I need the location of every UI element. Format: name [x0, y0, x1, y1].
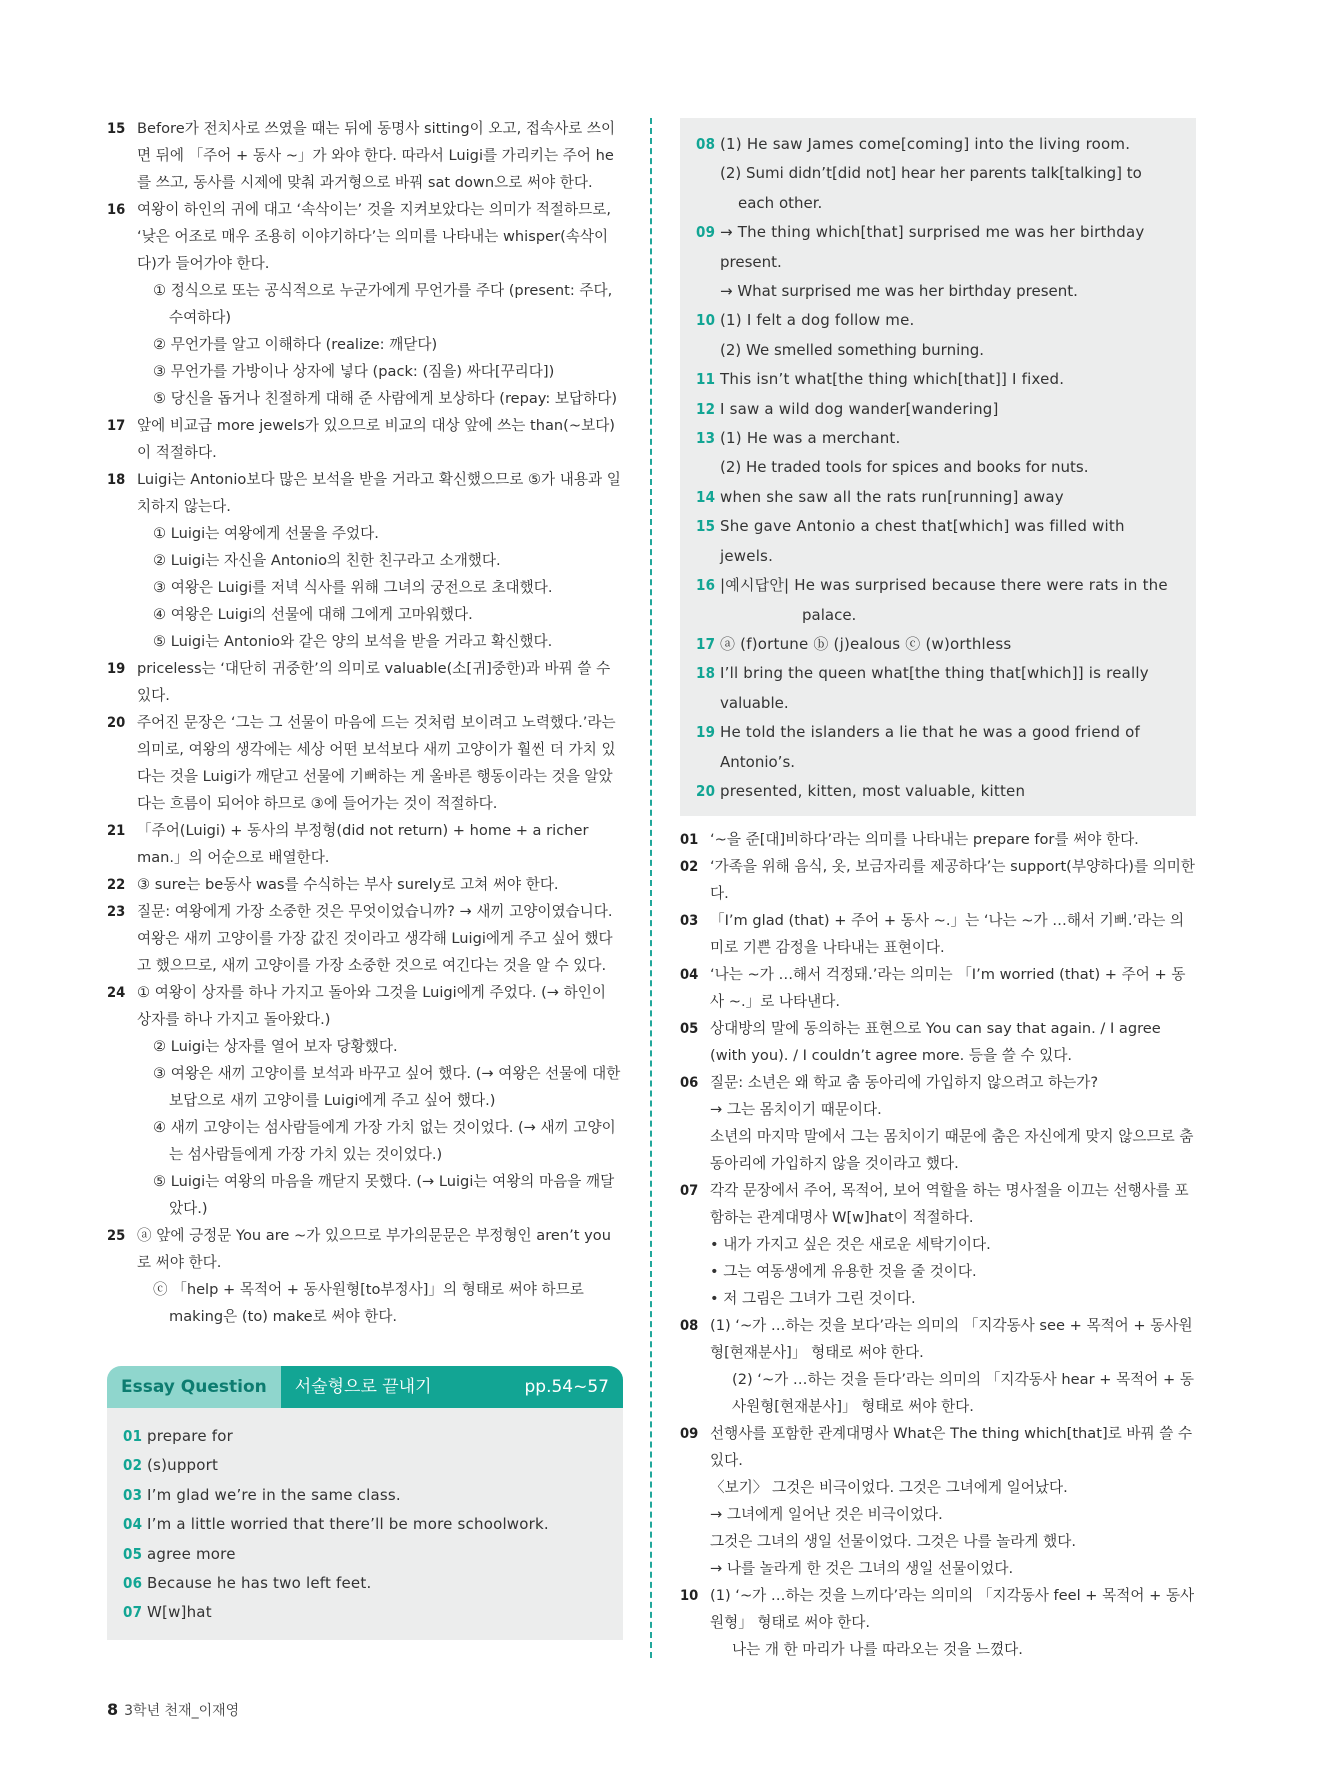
item-main-text: 각각 문장에서 주어, 목적어, 보어 역할을 하는 명사절을 이끄는 선행사를 포함하는 관계대명사 W[w]hat이 적절하다. [710, 1182, 1189, 1227]
item-text [710, 907, 1196, 961]
answer-number: 14 [696, 487, 716, 506]
item-text [137, 709, 623, 817]
answer-item [696, 218, 1180, 247]
answer-number: 17 [696, 634, 716, 653]
answer-item [696, 365, 1180, 394]
item-text [137, 466, 623, 655]
answer-number: 03 [123, 1485, 143, 1504]
answer-item [696, 130, 1180, 159]
item-text [137, 817, 623, 871]
item-main-text: priceless는 ‘대단히 귀중한’의 의미로 valuable(소[귀]중한)과 바꿔 쓸 수 있다. [137, 660, 611, 704]
answer-text: |예시답안| He was surprised because there were rats in the [720, 576, 1168, 595]
answer-text: (1) He was a merchant. [720, 429, 901, 448]
answer-text: He told the islanders a lie that he was a good friend of [720, 723, 1141, 742]
answer-text: presented, kitten, most valuable, kitten [720, 781, 1026, 800]
item-sub-text: → 나를 놀라게 한 것은 그녀의 생일 선물이었다. [710, 1560, 1014, 1578]
explanation-item [107, 1222, 623, 1330]
item-sub-text: ⑤ 당신을 돕거나 친절하게 대해 준 사람에게 보상하다 (repay: 보답하다) [153, 390, 618, 407]
item-text [710, 1312, 1196, 1420]
item-main-text: Luigi는 Antonio보다 많은 보석을 받을 거라고 확신했으므로 ⑤가 내용과 일치하지 않는다. [137, 471, 621, 515]
essay-title: 서술형으로 끝내기 [294, 1377, 432, 1397]
essay-answer-item [123, 1510, 607, 1539]
answer-item [696, 306, 1180, 335]
item-number: 10 [680, 1587, 699, 1605]
answer-number: 20 [696, 781, 716, 800]
item-number: 03 [680, 912, 699, 930]
essay-question-header [107, 1366, 623, 1408]
item-text [137, 871, 623, 898]
explanation-item [680, 826, 1196, 853]
answer-number: 06 [123, 1574, 143, 1593]
answer-text: prepare for [147, 1427, 233, 1445]
item-number: 25 [107, 1227, 126, 1244]
answer-text: (s)upport [147, 1456, 219, 1475]
item-sub-text: ④ 새끼 고양이는 섬사람들에게 가장 가치 없는 것이었다. (→ 새끼 고양이는 섬사람들에게 가장 가치 있는 것이었다.) [153, 1119, 616, 1163]
answer-number: 16 [696, 576, 716, 595]
item-sub-text: → 그녀에게 일어난 것은 비극이었다. [710, 1506, 943, 1524]
item-text [710, 961, 1196, 1015]
item-text [137, 979, 623, 1222]
item-number: 08 [680, 1317, 699, 1335]
answer-text: She gave Antonio a chest that[which] was filled with jewels. [720, 517, 1125, 565]
explanation-item [680, 1582, 1196, 1663]
answer-number: 01 [123, 1427, 143, 1445]
item-text [710, 1015, 1196, 1069]
answer-sub-text: (2) We smelled something burning. [720, 340, 985, 359]
item-sub-text: → 그는 몸치이기 때문이다. [710, 1101, 882, 1119]
essay-answer-item [123, 1451, 607, 1480]
item-text [137, 115, 623, 196]
explanation-item [107, 709, 623, 817]
explanation-item [107, 871, 623, 898]
answer-text: (1) He saw James come[coming] into the living room. [720, 135, 1131, 153]
answer-item [696, 512, 1180, 571]
answer-text: I saw a wild dog wander[wandering] [720, 399, 999, 418]
item-text [710, 1177, 1196, 1312]
answer-item [696, 483, 1180, 512]
explanation-item [107, 655, 623, 709]
item-number: 16 [107, 201, 126, 218]
item-number: 21 [107, 822, 126, 839]
item-main-text: ‘나는 ~가 …해서 걱정돼.’라는 의미는 「I’m worried (that) + 주어 + 동사 ~.」로 나타낸다. [710, 966, 1186, 1011]
item-main-text: 질문: 여왕에게 가장 소중한 것은 무엇이었습니까? → 새끼 고양이였습니다. 여왕은 새끼 고양이를 가장 값진 것이라고 생각해 Luigi에게 주고 싶어 했다고 했으므로, 새끼 고양이를 가장 소중한 것으로 여긴다는 것을 알 수 있다. [137, 903, 613, 974]
essay-title-bar [281, 1366, 623, 1408]
item-number: 05 [680, 1020, 699, 1038]
page-footer [107, 1700, 239, 1720]
item-sub-text: ⑤ Luigi는 Antonio와 같은 양의 보석을 받을 거라고 확신했다. [153, 633, 553, 650]
essay-label: Essay Question [107, 1366, 281, 1408]
item-number: 24 [107, 984, 126, 1001]
footer-text: 3학년 천재_이재영 [124, 1703, 240, 1719]
explanation-item [680, 1312, 1196, 1420]
answer-item [696, 395, 1180, 424]
explanation-item [680, 907, 1196, 961]
item-sub-text: ③ 무언가를 가방이나 상자에 넣다 (pack: (짐을) 싸다[꾸리다]) [153, 363, 555, 380]
explanation-item [680, 1177, 1196, 1312]
explanation-item [107, 898, 623, 979]
item-number: 06 [680, 1074, 699, 1092]
item-number: 15 [107, 120, 126, 137]
answer-item [696, 571, 1180, 600]
item-sub-text: 소년의 마지막 말에서 그는 몸치이기 때문에 춤은 자신에게 맞지 않으므로 춤 동아리에 가입하지 않을 것이라고 했다. [710, 1128, 1194, 1173]
answer-sub-text: palace. [802, 605, 857, 624]
item-sub-text: • 그는 여동생에게 유용한 것을 줄 것이다. [710, 1263, 977, 1281]
essay-answer-item [123, 1540, 607, 1569]
item-main-text: 여왕이 하인의 귀에 대고 ‘속삭이는’ 것을 지켜보았다는 의미가 적절하므로, ‘낮은 어조로 매우 조용히 이야기하다’는 의미를 나타내는 whisper(속삭이다)가 들어가야 한다. [137, 201, 611, 272]
essay-pages: pp.54~57 [524, 1377, 609, 1397]
item-sub-text: ③ 여왕은 Luigi를 저녁 식사를 위해 그녀의 궁전으로 초대했다. [153, 579, 553, 596]
item-text [710, 1069, 1196, 1177]
answer-number: 11 [696, 370, 716, 389]
answer-sub-text: Antonio’s. [720, 752, 796, 771]
answer-item [696, 777, 1180, 806]
answer-text: I’m a little worried that there’ll be more schoolwork. [147, 1515, 549, 1534]
item-sub-text: ③ 여왕은 새끼 고양이를 보석과 바꾸고 싶어 했다. (→ 여왕은 선물에 대한 보답으로 새끼 고양이를 Luigi에게 주고 싶어 했다.) [153, 1065, 621, 1109]
answer-sub-text: → What surprised me was her birthday present. [720, 282, 1078, 301]
answer-sub-text: present. [720, 252, 782, 271]
item-main-text: 상대방의 말에 동의하는 표현으로 You can say that again. / I agree (with you). / I couldn’t agree more. 등을 쓸 수 있다. [710, 1020, 1161, 1065]
item-text [137, 898, 623, 979]
answer-item [696, 630, 1180, 659]
item-main-text: ⓐ 앞에 긍정문 You are ~가 있으므로 부가의문문은 부정형인 aren’t you로 써야 한다. [137, 1227, 611, 1271]
item-text [710, 853, 1196, 907]
item-sub-text: ① 정식으로 또는 공식적으로 누군가에게 무언가를 주다 (present: 주다, 수여하다) [153, 282, 613, 326]
item-text [710, 826, 1196, 853]
item-sub-text: • 저 그림은 그녀가 그린 것이다. [710, 1290, 916, 1308]
answer-sub-text: (2) He traded tools for spices and books for nuts. [720, 458, 1089, 477]
answer-text: (1) I felt a dog follow me. [720, 311, 915, 330]
item-number: 18 [107, 471, 126, 488]
item-text [137, 412, 623, 466]
answer-box [680, 118, 1196, 816]
item-main-text: (1) ‘~가 …하는 것을 느끼다’라는 의미의 「지각동사 feel + 목적어 + 동사원형」 형태로 써야 한다. [710, 1587, 1195, 1632]
item-number: 01 [680, 831, 699, 849]
item-text [710, 1420, 1196, 1582]
answer-text: I’ll bring the queen what[the thing that[which]] is really [720, 664, 1149, 683]
item-sub-text: 〈보기〉 그것은 비극이었다. 그것은 그녀에게 일어났다. [710, 1479, 1068, 1497]
item-number: 22 [107, 876, 126, 893]
answer-number: 13 [696, 429, 716, 448]
explanation-item [107, 979, 623, 1222]
item-sub-text: ④ 여왕은 Luigi의 선물에 대해 그에게 고마워했다. [153, 606, 473, 623]
answer-sub-text: each other. [738, 193, 823, 212]
essay-answer-item [123, 1422, 607, 1451]
answer-number: 19 [696, 723, 716, 742]
essay-answer-item [123, 1481, 607, 1510]
answer-number: 04 [123, 1515, 143, 1534]
item-number: 19 [107, 660, 126, 677]
essay-answer-item [123, 1569, 607, 1598]
item-sub-text: • 내가 가지고 싶은 것은 새로운 세탁기이다. [710, 1236, 991, 1254]
answer-text: W[w]hat [147, 1603, 212, 1622]
item-number: 04 [680, 966, 699, 984]
answer-number: 10 [696, 311, 716, 330]
page-number: 8 [107, 1700, 119, 1719]
explanation-item [680, 1015, 1196, 1069]
item-number: 17 [107, 417, 126, 434]
answer-item [696, 659, 1180, 688]
answer-text: ⓐ (f)ortune ⓑ (j)ealous ⓒ (w)orthless [720, 634, 1012, 653]
item-text [710, 1582, 1196, 1663]
item-sub-text: ② 무언가를 알고 이해하다 (realize: 깨닫다) [153, 336, 438, 353]
item-number: 09 [680, 1425, 699, 1443]
item-main-text: ‘가족을 위해 음식, 옷, 보금자리를 제공하다’는 support(부양하다)를 의미한다. [710, 858, 1195, 903]
item-main-text: 「주어(Luigi) + 동사의 부정형(did not return) + home + a richer man.」의 어순으로 배열한다. [137, 822, 589, 866]
item-sub-text: 나는 개 한 마리가 나를 따라오는 것을 느꼈다. [732, 1641, 1023, 1659]
item-main-text: ‘~을 준[대]비하다’라는 의미를 나타내는 prepare for를 써야 한다. [710, 831, 1139, 849]
item-main-text: 「I’m glad (that) + 주어 + 동사 ~.」는 ‘나는 ~가 …해서 기뻐.’라는 의미로 기쁜 감정을 나타내는 표현이다. [710, 912, 1185, 957]
explanation-item [107, 817, 623, 871]
answer-item [696, 718, 1180, 747]
answer-text: agree more [147, 1544, 236, 1563]
column-divider [650, 118, 652, 1658]
item-sub-text: ② Luigi는 자신을 Antonio의 친한 친구라고 소개했다. [153, 552, 501, 569]
item-text [137, 1222, 623, 1330]
item-main-text: ③ sure는 be동사 was를 수식하는 부사 surely로 고쳐 써야 한다. [137, 876, 559, 893]
item-sub-text: 그것은 그녀의 생일 선물이었다. 그것은 나를 놀라게 했다. [710, 1533, 1076, 1551]
explanation-item [107, 196, 623, 412]
item-text [137, 196, 623, 412]
answer-number: 05 [123, 1544, 143, 1563]
explanation-item [680, 1069, 1196, 1177]
essay-answer-item [123, 1598, 607, 1627]
answer-number: 18 [696, 664, 716, 683]
explanation-item [680, 961, 1196, 1015]
item-sub-text: ② Luigi는 상자를 열어 보자 당황했다. [153, 1038, 398, 1055]
answer-number: 08 [696, 135, 716, 153]
explanation-item [680, 1420, 1196, 1582]
answer-sub-text: (2) Sumi didn’t[did not] hear her parents talk[talking] to [720, 164, 1142, 183]
answer-number: 12 [696, 399, 716, 418]
answer-text: → The thing which[that] surprised me was her birthday [720, 223, 1145, 242]
answer-sub-text: valuable. [720, 693, 789, 712]
item-main-text: ① 여왕이 상자를 하나 가지고 돌아와 그것을 Luigi에게 주었다. (→ 하인이 상자를 하나 가지고 돌아왔다.) [137, 984, 606, 1028]
item-main-text: (1) ‘~가 …하는 것을 보다’라는 의미의 「지각동사 see + 목적어 + 동사원형[현재분사]」 형태로 써야 한다. [710, 1317, 1193, 1362]
item-main-text: 질문: 소년은 왜 학교 춤 동아리에 가입하지 않으려고 하는가? [710, 1074, 1099, 1092]
answer-number: 07 [123, 1603, 143, 1622]
item-sub-text: (2) ‘~가 …하는 것을 듣다’라는 의미의 「지각동사 hear + 목적어 + 동사원형[현재분사]」 형태로 써야 한다. [732, 1371, 1194, 1416]
answer-number: 02 [123, 1456, 143, 1475]
answer-number: 09 [696, 223, 716, 242]
answer-text: This isn’t what[the thing which[that]] I fixed. [720, 370, 1065, 389]
item-number: 23 [107, 903, 126, 920]
explanation-item [107, 466, 623, 655]
item-number: 02 [680, 858, 699, 876]
item-sub-text: ① Luigi는 여왕에게 선물을 주었다. [153, 525, 379, 542]
essay-answers [107, 1408, 623, 1640]
answer-item [696, 424, 1180, 453]
item-main-text: 앞에 비교급 more jewels가 있으므로 비교의 대상 앞에 쓰는 than(~보다)이 적절하다. [137, 417, 615, 461]
item-main-text: 주어진 문장은 ‘그는 그 선물이 마음에 드는 것처럼 보이려고 노력했다.’라는 의미로, 여왕의 생각에는 세상 어떤 보석보다 새끼 고양이가 훨씬 더 가치 있다는 것을 Luigi가 깨닫고 선물에 기뻐하는 게 올바른 행동이라는 것을 알았다는 흐름이 되어야 하므로 ③에 들어가는 것이 적절하다. [137, 714, 616, 812]
item-main-text: 선행사를 포함한 관계대명사 What은 The thing which[that]로 바꿔 쓸 수 있다. [710, 1425, 1193, 1470]
left-column [107, 115, 623, 1640]
item-text [137, 655, 623, 709]
right-column [680, 118, 1196, 1663]
item-main-text: Before가 전치사로 쓰였을 때는 뒤에 동명사 sitting이 오고, 접속사로 쓰이면 뒤에 「주어 + 동사 ~」가 와야 한다. 따라서 Luigi를 가리키는 주어 he를 쓰고, 동사를 시제에 맞춰 과거형으로 바꿔 sat down으로 써야 한다. [137, 120, 616, 191]
explanation-item [680, 853, 1196, 907]
answer-text: Because he has two left feet. [147, 1574, 372, 1593]
answer-number: 15 [696, 517, 716, 536]
item-number: 07 [680, 1182, 699, 1200]
explanation-item [107, 412, 623, 466]
right-explanations [680, 826, 1196, 1663]
item-sub-text: ⓒ 「help + 목적어 + 동사원형[to부정사]」의 형태로 써야 하므로 making은 (to) make로 써야 한다. [153, 1281, 584, 1325]
item-number: 20 [107, 714, 126, 731]
explanation-item [107, 115, 623, 196]
item-sub-text: ⑤ Luigi는 여왕의 마음을 깨닫지 못했다. (→ Luigi는 여왕의 마음을 깨달았다.) [153, 1173, 615, 1217]
answer-text: I’m glad we’re in the same class. [147, 1485, 401, 1504]
answer-text: when she saw all the rats run[running] away [720, 487, 1064, 506]
